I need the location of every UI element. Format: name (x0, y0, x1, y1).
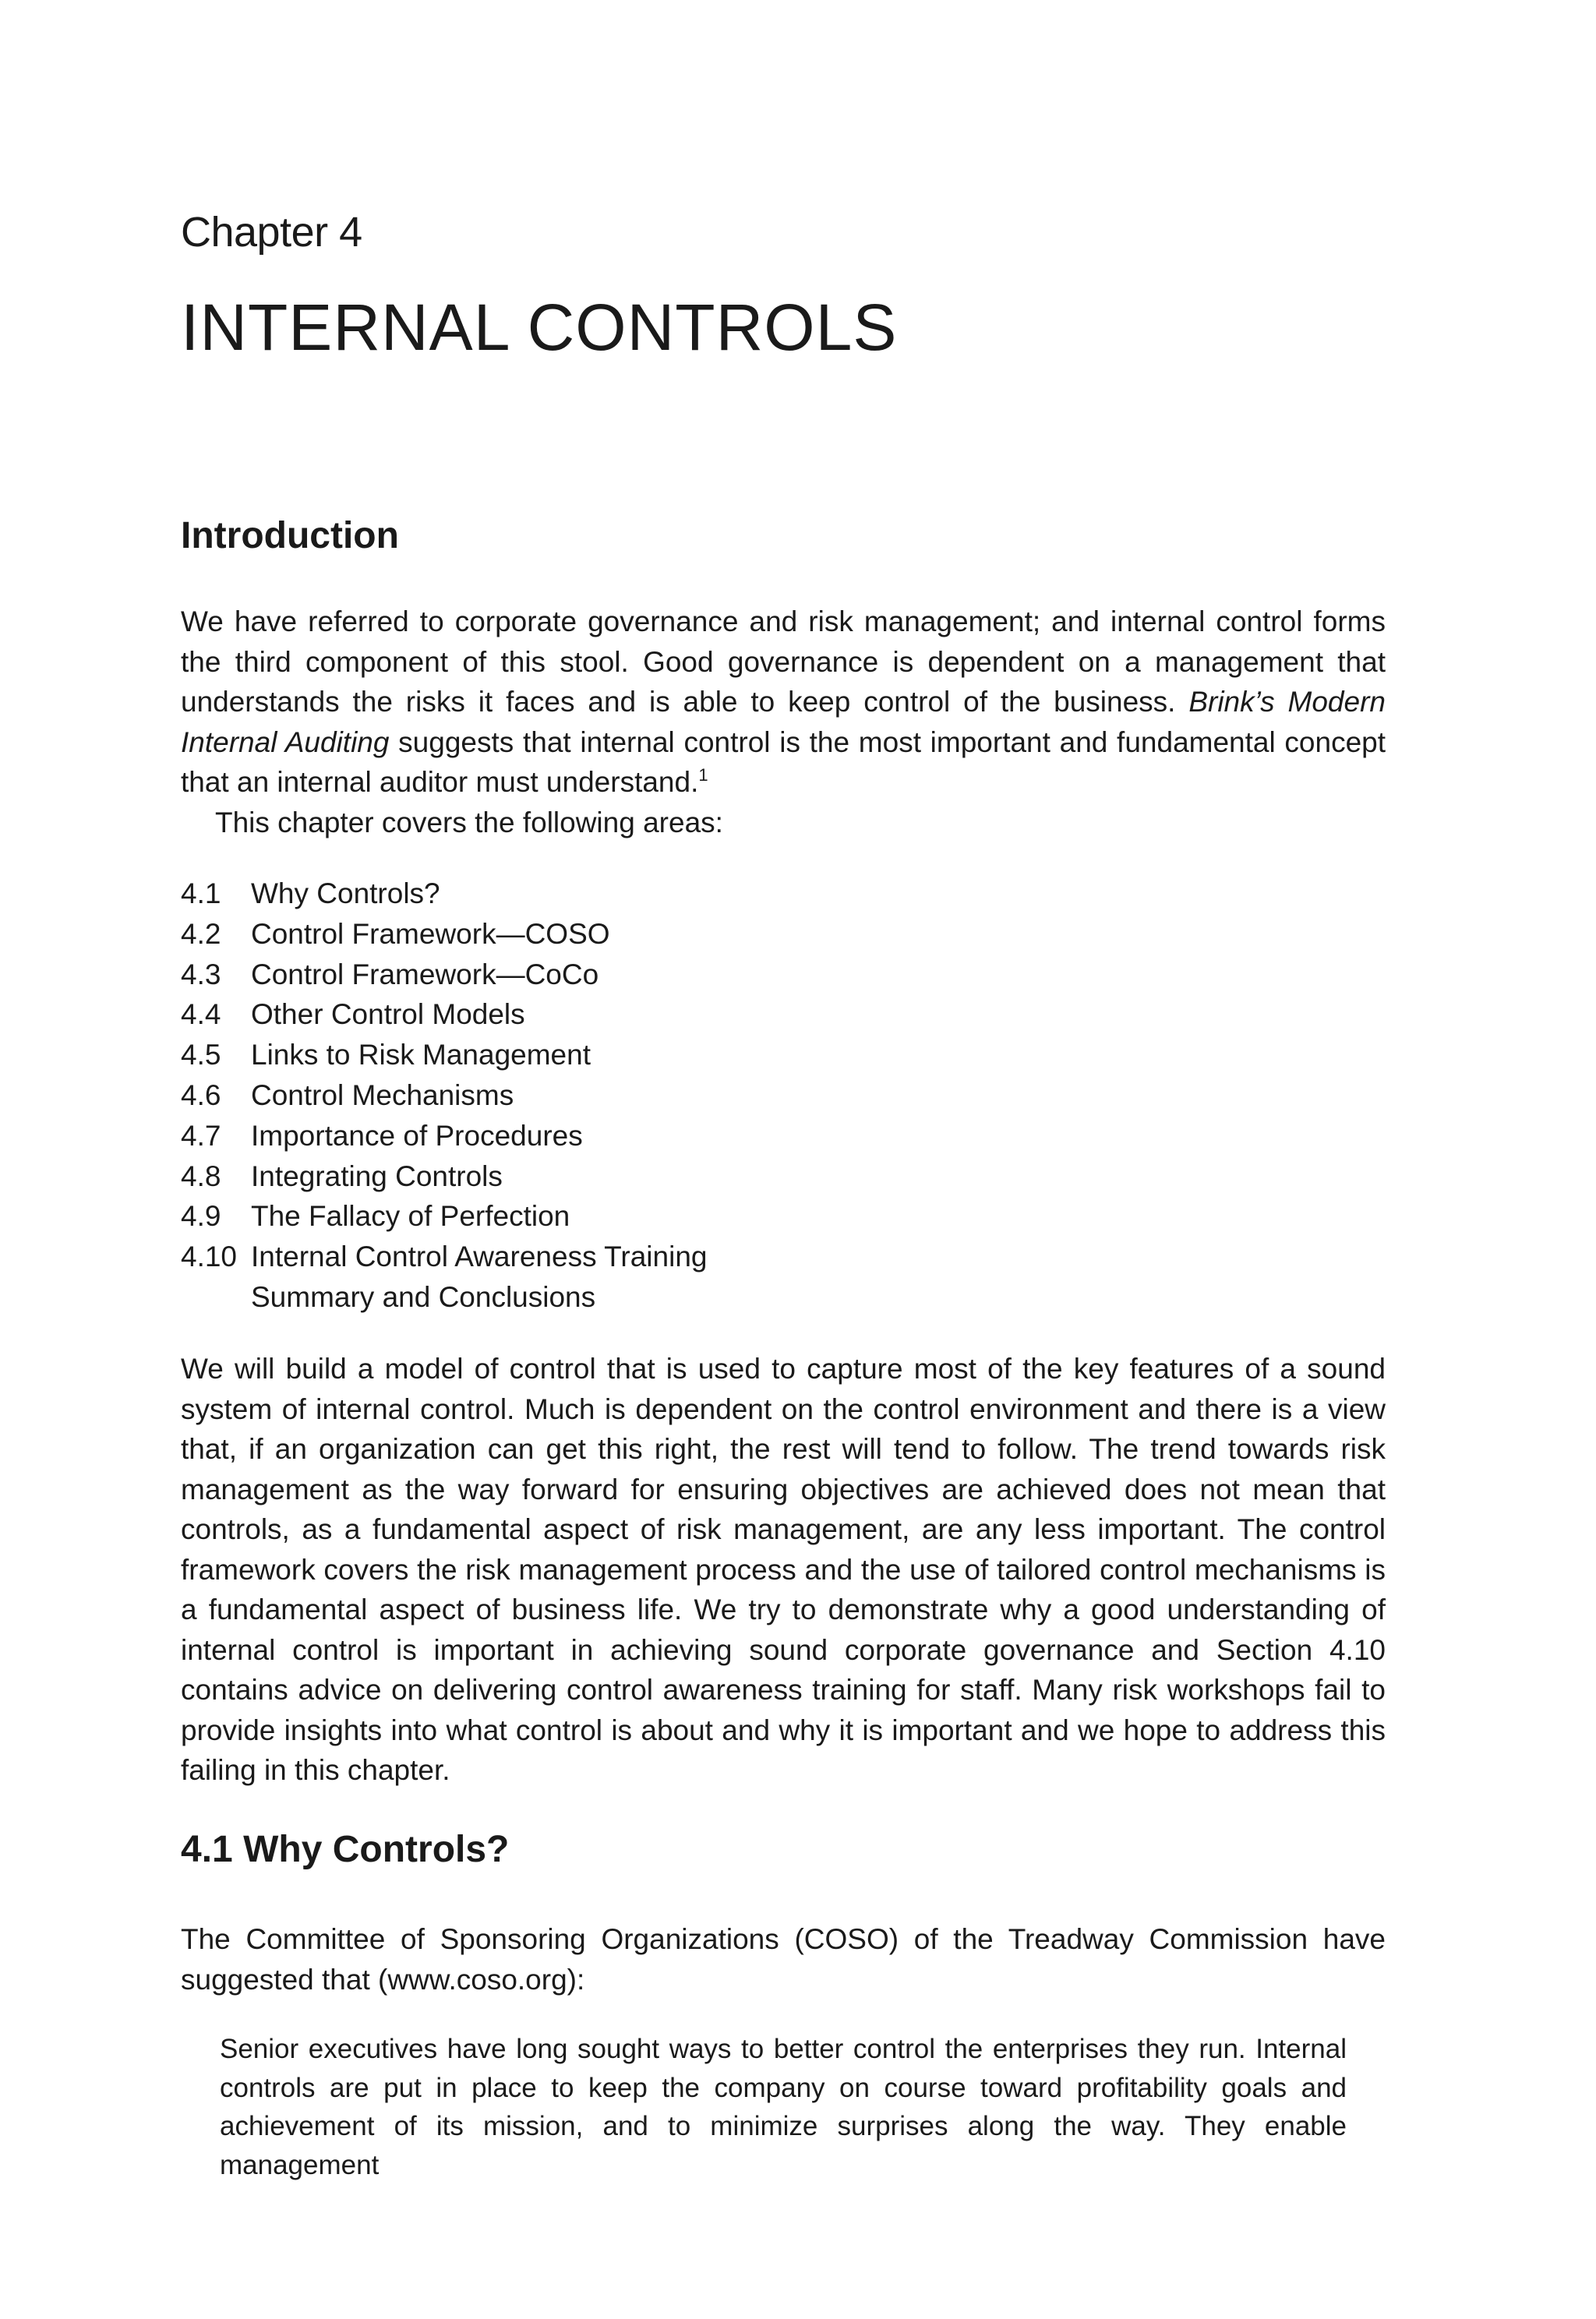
toc-label: Control Framework—COSO (251, 917, 610, 950)
toc-number: 4.6 (181, 1078, 221, 1111)
toc-item (181, 914, 707, 955)
toc-number: 4.7 (181, 1119, 221, 1152)
toc-label: The Fallacy of Perfection (251, 1200, 570, 1233)
toc-label: Other Control Models (251, 998, 525, 1031)
toc-item (181, 1237, 707, 1277)
section-4-1-heading: 4.1 Why Controls? (181, 1829, 510, 1870)
toc-label: Why Controls? (251, 877, 440, 909)
toc-item (181, 1156, 707, 1197)
toc-item (181, 1277, 707, 1318)
coso-paragraph: The Committee of Sponsoring Organizations (COSO) of the Treadway Commission have suggested that (www.coso.org): (181, 1923, 1386, 1996)
toc-label: Importance of Procedures (251, 1119, 583, 1152)
chapter-contents-list (181, 874, 707, 1318)
toc-number: 4.1 (181, 877, 221, 909)
model-paragraph: We will build a model of control that is used to capture most of the key features of a sound system of internal control. Much is dependent on the control environment and there is a view that, if an organization can get this right, the rest will tend to follow. The trend towards risk management as the way forward for ensuring objectives are achieved does not mean that controls, as a fundamental aspect of risk management, are any less important. The control framework covers the risk management process and the use of tailored control mechanisms is a fundamental aspect of business life. We try to demonstrate why a good understanding of internal control is important in achieving sound corporate governance and Section 4.10 contains advice on delivering control awareness training for staff. Many risk workshops fail to provide insights into what control is about and why it is important and we hope to address this failing in this chapter. (181, 1353, 1386, 1786)
toc-item (181, 1035, 707, 1075)
intro-text-part-1: We have referred to corporate governance and risk management; and internal control forms the third component of this stool. Good governance is dependent on a management that understands the risks it faces and is able to keep control of the business. (181, 605, 1386, 718)
toc-item (181, 1116, 707, 1156)
toc-label: Links to Risk Management (251, 1039, 591, 1071)
toc-item (181, 1196, 707, 1237)
covers-line: This chapter covers the following areas: (215, 807, 723, 838)
toc-item (181, 994, 707, 1035)
toc-number: 4.5 (181, 1039, 221, 1071)
toc-label: Summary and Conclusions (251, 1280, 596, 1313)
introduction-heading: Introduction (181, 515, 399, 556)
toc-item (181, 955, 707, 995)
intro-book-title: Brink’s Modern Internal Auditing (181, 686, 1386, 758)
introduction-paragraph (181, 602, 1386, 803)
toc-item (181, 874, 707, 914)
intro-text-part-2: suggests that internal control is the most important and fundamental concept that an internal auditor must understand. (181, 725, 1386, 798)
chapter-label: Chapter 4 (181, 209, 362, 256)
toc-number: 4.2 (181, 917, 221, 950)
toc-number: 4.3 (181, 958, 221, 990)
toc-item (181, 1075, 707, 1116)
toc-number: 4.4 (181, 998, 221, 1031)
toc-label: Control Framework—CoCo (251, 958, 599, 990)
toc-number: 4.8 (181, 1160, 221, 1192)
toc-number: 4.10 (181, 1241, 238, 1273)
toc-label: Integrating Controls (251, 1160, 503, 1192)
coso-quote: Senior executives have long sought ways to better control the enterprises they run. Internal controls are put in place to keep the company on course toward profitability goals and achievement of its mission, and to minimize surprises along the way. They enable management (220, 2034, 1347, 2180)
footnote-reference[interactable]: 1 (698, 765, 708, 785)
chapter-title: INTERNAL CONTROLS (181, 291, 898, 364)
toc-number (181, 1277, 251, 1318)
toc-label: Control Mechanisms (251, 1078, 514, 1111)
toc-number: 4.9 (181, 1200, 221, 1233)
toc-label: Internal Control Awareness Training (251, 1241, 708, 1273)
